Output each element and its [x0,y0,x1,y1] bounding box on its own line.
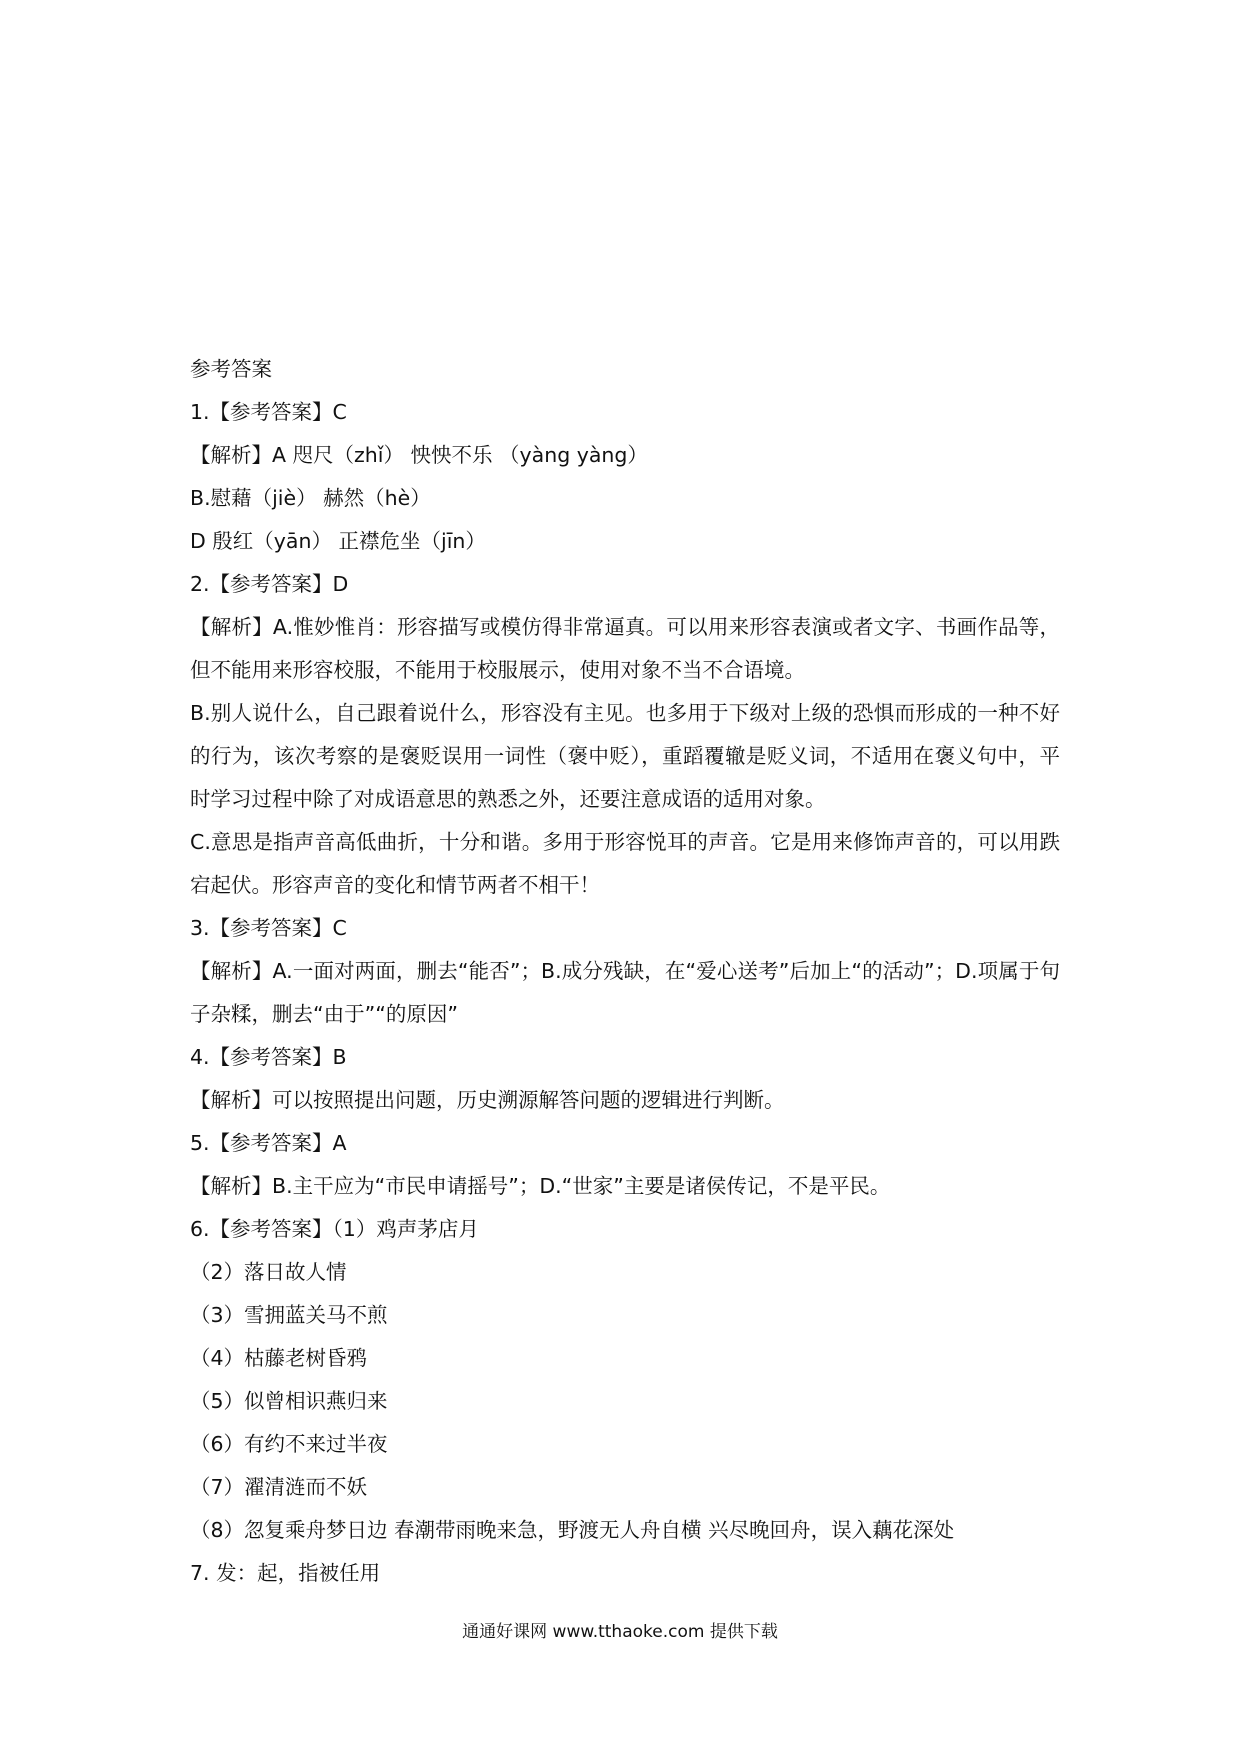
page-footer: 通通好课网 www.tthaoke.com 提供下载 [462,1622,778,1642]
document-heading: 参考答案 [190,357,272,381]
answer-line: 5.【参考答案】A [190,1131,347,1155]
analysis-line: 【解析】B.主干应为“市民申请摇号”；D.“世家”主要是诸侯传记，不是平民。 [190,1174,891,1198]
poem-line: （4）枯藤老树昏鸦 [190,1346,368,1370]
analysis-paragraph: 【解析】A.一面对两面，删去“能否”；B.成分残缺，在“爱心送考”后加上“的活动”；D.项属于句子杂糅，删去“由于”“的原因” [190,959,1060,1026]
answer-line: 2.【参考答案】D [190,572,349,596]
analysis-line: 【解析】A 咫尺（zhǐ） 怏怏不乐 （yàng yàng） [190,443,648,467]
analysis-line: B.慰藉（jiè） 赫然（hè） [190,486,431,510]
analysis-line: D 殷红（yān） 正襟危坐（jīn） [190,529,486,553]
poem-line: （3）雪拥蓝关马不煎 [190,1303,388,1327]
answer-content [190,348,1060,1595]
answer-line: 4.【参考答案】B [190,1045,347,1069]
answer-line: 3.【参考答案】C [190,916,347,940]
poem-line: （7）濯清涟而不妖 [190,1475,368,1499]
poem-line: （2）落日故人情 [190,1260,347,1284]
analysis-paragraph: B.别人说什么，自己跟着说什么，形容没有主见。也多用于下级对上级的恐惧而形成的一种不好的行为，该次考察的是褒贬误用一词性（褒中贬），重蹈覆辙是贬义词，不适用在褒义句中，平时学习过程中除了对成语意思的熟悉之外，还要注意成语的适用对象。 [190,701,1060,811]
analysis-paragraph: 【解析】A.惟妙惟肖：形容描写或模仿得非常逼真。可以用来形容表演或者文字、书画作品等，但不能用来形容校服，不能用于校服展示，使用对象不当不合语境。 [190,615,1060,682]
answer-line: 7. 发：起，指被任用 [190,1561,381,1585]
analysis-paragraph: C.意思是指声音高低曲折，十分和谐。多用于形容悦耳的声音。它是用来修饰声音的，可以用跌宕起伏。形容声音的变化和情节两者不相干！ [190,830,1060,897]
answer-line: 6.【参考答案】（1）鸡声茅店月 [190,1217,479,1241]
poem-line: （8）忽复乘舟梦日边 春潮带雨晚来急，野渡无人舟自横 兴尽晚回舟，误入藕花深处 [190,1518,955,1542]
answer-line: 1.【参考答案】C [190,400,347,424]
poem-line: （5）似曾相识燕归来 [190,1389,388,1413]
analysis-line: 【解析】可以按照提出问题，历史溯源解答问题的逻辑进行判断。 [190,1088,785,1112]
poem-line: （6）有约不来过半夜 [190,1432,388,1456]
